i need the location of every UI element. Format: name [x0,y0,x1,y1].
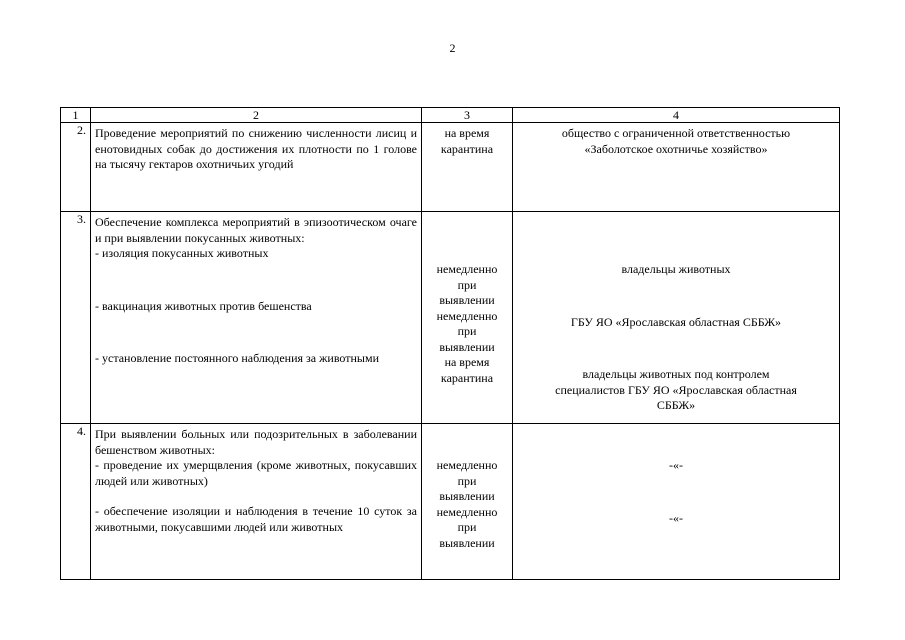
ditto-mark: -«- [669,458,683,472]
table-row [61,424,840,580]
activity-text: Проведение мероприятий по снижению численности лисиц и енотовидных собак до достижения их плотности по 1 голове на тысячу гектаров охотничьих угодий [95,126,417,171]
activity-item: - установление постоянного наблюдения за животными [95,351,379,365]
table-row [61,212,840,424]
activity-item: - проведение их умерщвления (кроме животных, покусавших людей или животных) [95,458,417,488]
page-number: 2 [449,41,456,55]
activity-cell [91,212,422,424]
activity-cell [91,123,422,212]
responsible-cell [513,123,840,212]
responsible-text: общество с ограниченной ответственностью «Заболотское охотничье хозяйство» [561,126,791,156]
row-number: 3. [61,212,91,424]
responsible-text: владельцы животных под контролем специалистов ГБУ ЯО «Ярославская областная СББЖ» [555,367,797,412]
activity-item: - вакцинация животных против бешенства [95,298,312,313]
responsible-text: ГБУ ЯО «Ярославская областная СББЖ» [570,314,782,329]
activity-intro: Обеспечение комплекса мероприятий в эпизоотическом очаге и при выявлении покусанных животных: [95,215,417,245]
timing-text: немедленно при выявлении [436,262,498,307]
responsible-text: владельцы животных [621,262,731,276]
timing-text: немедленно при выявлении [436,458,498,503]
timing-text: немедленно при выявлении [436,504,498,550]
row-number: 2. [61,123,91,212]
activity-item: - изоляция покусанных животных [95,246,269,260]
table-header-row [61,108,840,123]
responsible-cell [513,424,840,580]
header-cell-2: 2 [91,108,422,123]
timing-cell [422,123,513,212]
ditto-mark: -«- [669,510,683,525]
timing-cell [422,212,513,424]
timing-text: немедленно при выявлении [436,308,498,354]
table-row [61,123,840,212]
timing-cell [422,424,513,580]
header-cell-3: 3 [422,108,513,123]
measures-table [60,107,840,580]
timing-text: на время карантина [440,126,494,156]
activity-cell [91,424,422,580]
activity-item: - обеспечение изоляции и наблюдения в течение 10 суток за животными, покусавшими людей или животных [95,504,417,534]
timing-text: на время карантина [440,355,494,385]
activity-intro: При выявлении больных или подозрительных в заболевании бешенством животных: [95,427,417,457]
header-cell-1: 1 [61,108,91,123]
responsible-cell [513,212,840,424]
row-number: 4. [61,424,91,580]
header-cell-4: 4 [513,108,840,123]
